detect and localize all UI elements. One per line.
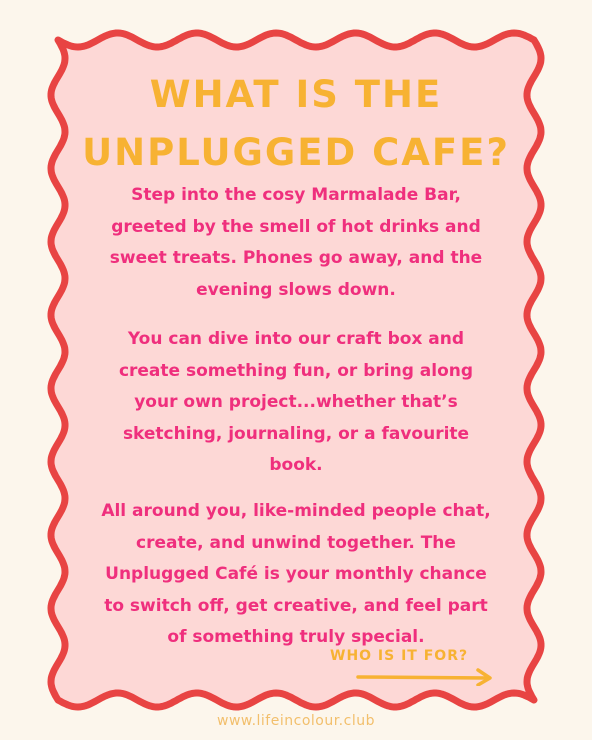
title-line-2: UNPLUGGED CAFE? <box>82 131 510 174</box>
who-is-it-for-link[interactable]: WHO IS IT FOR? <box>330 648 469 664</box>
page-title <box>60 66 532 182</box>
craft-paragraph: You can dive into our craft box and create something fun, or bring along your own project...whether that’s sketching, journaling, or a favourite book. <box>118 329 474 475</box>
title-line-1: WHAT IS THE <box>149 73 443 116</box>
footer-url[interactable]: www.lifeincolour.club <box>217 713 375 729</box>
community-paragraph: All around you, like-minded people chat, create, and unwind together. The Unplugged Café is your monthly chance to switch off, get creative, and feel part of something truly special. <box>101 501 491 647</box>
intro-paragraph: Step into the cosy Marmalade Bar, greeted by the smell of hot drinks and sweet treats. Phones go away, and the evening slows down. <box>109 185 483 300</box>
arrow-right-icon[interactable] <box>356 668 496 686</box>
